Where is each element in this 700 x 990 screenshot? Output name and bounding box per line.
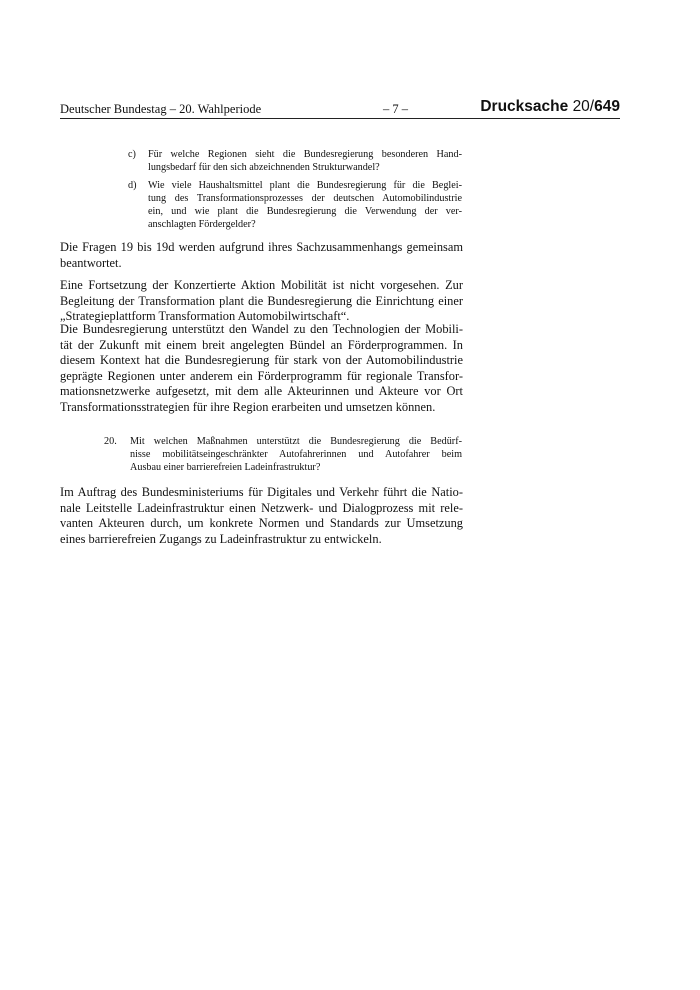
answer-line: beantwortet.	[60, 255, 122, 270]
document-number-a: 20/	[572, 98, 595, 115]
question-d-line: Wie viele Haushaltsmittel plant die Bundesregierung für die Beglei-	[148, 180, 462, 191]
question-20-line: Mit welchen Maßnahmen unterstützt die Bundesregierung die Bedürf-	[130, 436, 462, 447]
question-20-line: nisse mobilitätseingeschränkter Autofahrerinnen und Autofahrer beim	[130, 449, 462, 460]
answer-line: eines barrierefreien Zugangs zu Ladeinfrastruktur zu entwickeln.	[60, 531, 382, 546]
answer-line: tät der Zukunft mit einem breit angelegten Bündel an Förderprogrammen. In	[60, 337, 463, 352]
question-d-line: ein, und wie plant die Bundesregierung die Verwendung der ver-	[148, 206, 462, 217]
document-number-prefix: Drucksache	[480, 98, 569, 115]
document-number	[480, 98, 620, 116]
question-20-line: Ausbau einer barrierefreien Ladeinfrastruktur?	[130, 462, 321, 473]
question-label-20: 20.	[104, 436, 117, 447]
question-d-line: tung des Transformationsprozesses der deutschen Automobilindustrie	[148, 193, 462, 204]
question-c-line: lungsbedarf für den sich abzeichnenden Strukturwandel?	[148, 162, 380, 173]
question-c-line: Für welche Regionen sieht die Bundesregierung besonderen Hand-	[148, 149, 462, 160]
answer-line: „Strategieplattform Transformation Automobilwirtschaft“.	[60, 309, 350, 323]
answer-line: Eine Fortsetzung der Konzertierte Aktion Mobilität ist nicht vorgesehen. Zur	[60, 278, 463, 292]
question-c	[148, 148, 462, 174]
answer-line: Im Auftrag des Bundesministeriums für Digitales und Verkehr führt die Natio-	[60, 485, 463, 499]
page-header	[60, 98, 620, 119]
answer-line: Die Fragen 19 bis 19d werden aufgrund ihres Sachzusammenhangs gemeinsam	[60, 240, 463, 254]
document-number-b: 649	[594, 98, 620, 115]
question-label-c: c)	[128, 149, 136, 160]
answer-paragraph-20	[60, 485, 463, 547]
answer-line: Begleitung der Transformation plant die Bundesregierung die Einrichtung einer	[60, 293, 463, 308]
answer-line: vanten Akteuren durch, um konkrete Normen und Standards zur Umsetzung	[60, 516, 463, 530]
question-label-d: d)	[128, 180, 137, 191]
answer-paragraph-1	[60, 240, 463, 271]
answer-line: nale Leitstelle Ladeinfrastruktur einen Netzwerk- und Dialogprozess mit rele-	[60, 500, 463, 515]
answer-line: diesem Kontext hat die Bundesregierung für stark von der Automobilindustrie	[60, 353, 463, 367]
answer-line: geprägte Regionen unter anderem ein Förderprogramm für regionale Transfor-	[60, 368, 463, 383]
answer-line: mationsnetzwerke aufgesetzt, mit dem alle Akteurinnen und Akteure vor Ort	[60, 384, 463, 398]
answer-paragraph-3	[60, 322, 463, 415]
page-number: – 7 –	[383, 102, 408, 116]
question-d	[148, 179, 462, 231]
question-d-line: anschlagten Fördergelder?	[148, 219, 256, 230]
answer-line: Transformationsstrategien für ihre Region erarbeiten und umsetzen können.	[60, 399, 436, 414]
answer-line: Die Bundesregierung unterstützt den Wandel zu den Technologien der Mobili-	[60, 322, 463, 336]
answer-paragraph-2	[60, 278, 463, 325]
question-20	[130, 435, 462, 474]
header-publication: Deutscher Bundestag – 20. Wahlperiode	[60, 102, 262, 116]
